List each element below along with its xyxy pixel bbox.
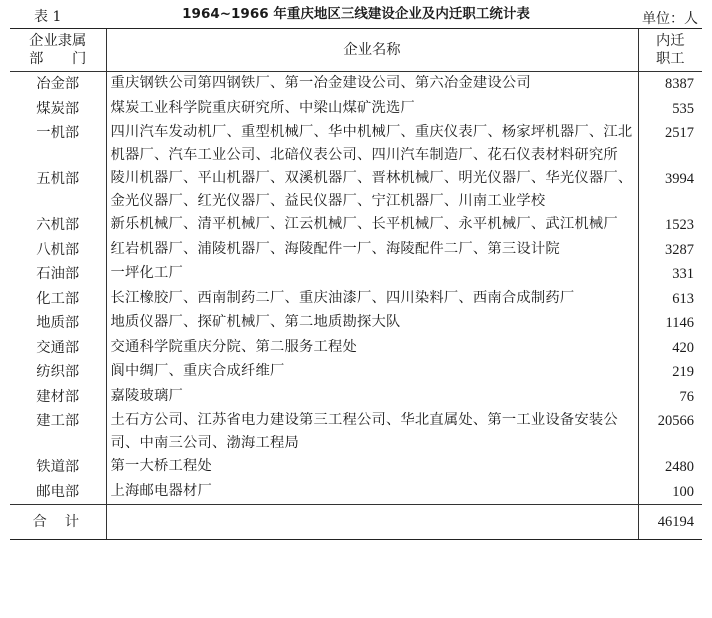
dept-cell: 建材部	[10, 385, 106, 410]
table-row	[10, 213, 702, 238]
dept-cell: 地质部	[10, 311, 106, 336]
enterprise-cell: 上海邮电器材厂	[110, 482, 212, 499]
workers-cell: 100	[638, 480, 702, 505]
column-header-row	[10, 29, 702, 72]
workers-cell: 331	[638, 262, 702, 287]
dept-cell: 五机部	[10, 167, 106, 213]
table-row	[10, 336, 702, 361]
enterprise-cell: 第一大桥工程处	[110, 458, 212, 474]
workers-cell: 3994	[638, 167, 702, 213]
dept-cell: 八机部	[10, 238, 106, 263]
enterprise-cell: 新乐机械厂、清平机械厂、江云机械厂、长平机械厂、永平机械厂、武江机械厂	[110, 216, 618, 232]
table-row	[10, 121, 702, 167]
statistics-table	[10, 29, 702, 540]
enterprise-cell: 交通科学院重庆分院、第二服务工程处	[110, 338, 357, 355]
unit-label: 单位：人	[642, 11, 698, 27]
workers-cell: 20566	[638, 409, 702, 455]
table-row	[10, 262, 702, 287]
column-header-dept: 企业隶属 部 门	[10, 29, 106, 72]
total-enterprise-cell	[106, 505, 638, 540]
dept-cell: 邮电部	[10, 480, 106, 505]
workers-cell: 1146	[638, 311, 702, 336]
enterprise-cell: 地质仪器厂、探矿机械厂、第二地质勘探大队	[110, 314, 401, 330]
enterprise-cell: 嘉陵玻璃厂	[110, 387, 183, 404]
enterprise-cell: 煤炭工业科学院重庆研究所、中梁山煤矿洗选厂	[110, 99, 415, 116]
table-row	[10, 287, 702, 312]
workers-cell: 613	[638, 287, 702, 312]
table-row	[10, 167, 702, 213]
enterprise-cell: 一坪化工厂	[110, 265, 183, 281]
workers-cell: 2480	[638, 455, 702, 480]
workers-cell: 420	[638, 336, 702, 361]
enterprise-cell: 阆中绸厂、重庆合成纤维厂	[110, 363, 285, 379]
dept-cell: 六机部	[10, 213, 106, 238]
table-row	[10, 360, 702, 385]
workers-cell: 219	[638, 360, 702, 385]
table-row	[10, 480, 702, 505]
dept-cell: 交通部	[10, 336, 106, 361]
table-row	[10, 455, 702, 480]
dept-cell: 纺织部	[10, 360, 106, 385]
dept-cell: 冶金部	[10, 72, 106, 97]
table-row	[10, 97, 702, 122]
table-number: 表 1	[34, 9, 62, 25]
dept-cell: 建工部	[10, 409, 106, 455]
dept-cell: 石油部	[10, 262, 106, 287]
workers-cell: 535	[638, 97, 702, 122]
workers-cell: 8387	[638, 72, 702, 97]
column-header-workers: 内迁 职工	[638, 29, 702, 72]
column-header-enterprise: 企业名称	[106, 29, 638, 72]
table-row	[10, 238, 702, 263]
workers-cell: 3287	[638, 238, 702, 263]
workers-cell: 2517	[638, 121, 702, 167]
enterprise-cell: 长江橡胶厂、西南制药二厂、重庆油漆厂、四川染料厂、西南合成制药厂	[110, 289, 575, 306]
dept-cell: 铁道部	[10, 455, 106, 480]
table-header-area	[0, 0, 712, 30]
table-row	[10, 311, 702, 336]
enterprise-cell: 土石方公司、江苏省电力建设第三工程公司、华北直属处、第一工业设备安装公司、中南三公司、渤海工程局	[110, 412, 618, 451]
dept-cell: 一机部	[10, 121, 106, 167]
enterprise-cell: 重庆钢铁公司第四钢铁厂、第一冶金建设公司、第六冶金建设公司	[110, 75, 531, 91]
table-row	[10, 72, 702, 97]
total-row	[10, 505, 702, 540]
workers-cell: 76	[638, 385, 702, 410]
dept-cell: 煤炭部	[10, 97, 106, 122]
total-label: 合计	[10, 505, 106, 540]
enterprise-cell: 红岩机器厂、浦陵机器厂、海陵配件一厂、海陵配件二厂、第三设计院	[110, 240, 560, 257]
table-title: 1964~1966 年重庆地区三线建设企业及内迁职工统计表	[182, 6, 530, 22]
total-workers: 46194	[638, 505, 702, 540]
table-row	[10, 385, 702, 410]
enterprise-cell: 陵川机器厂、平山机器厂、双溪机器厂、晋林机械厂、明光仪器厂、华光仪器厂、金光仪器厂、红光仪器厂、益民仪器厂、宁江机器厂、川南工业学校	[110, 170, 633, 209]
table-row	[10, 409, 702, 455]
enterprise-cell: 四川汽车发动机厂、重型机械厂、华中机械厂、重庆仪表厂、杨家坪机器厂、江北机器厂、汽车工业公司、北碚仪表公司、四川汽车制造厂、花石仪表材料研究所	[110, 124, 633, 163]
dept-cell: 化工部	[10, 287, 106, 312]
workers-cell: 1523	[638, 213, 702, 238]
